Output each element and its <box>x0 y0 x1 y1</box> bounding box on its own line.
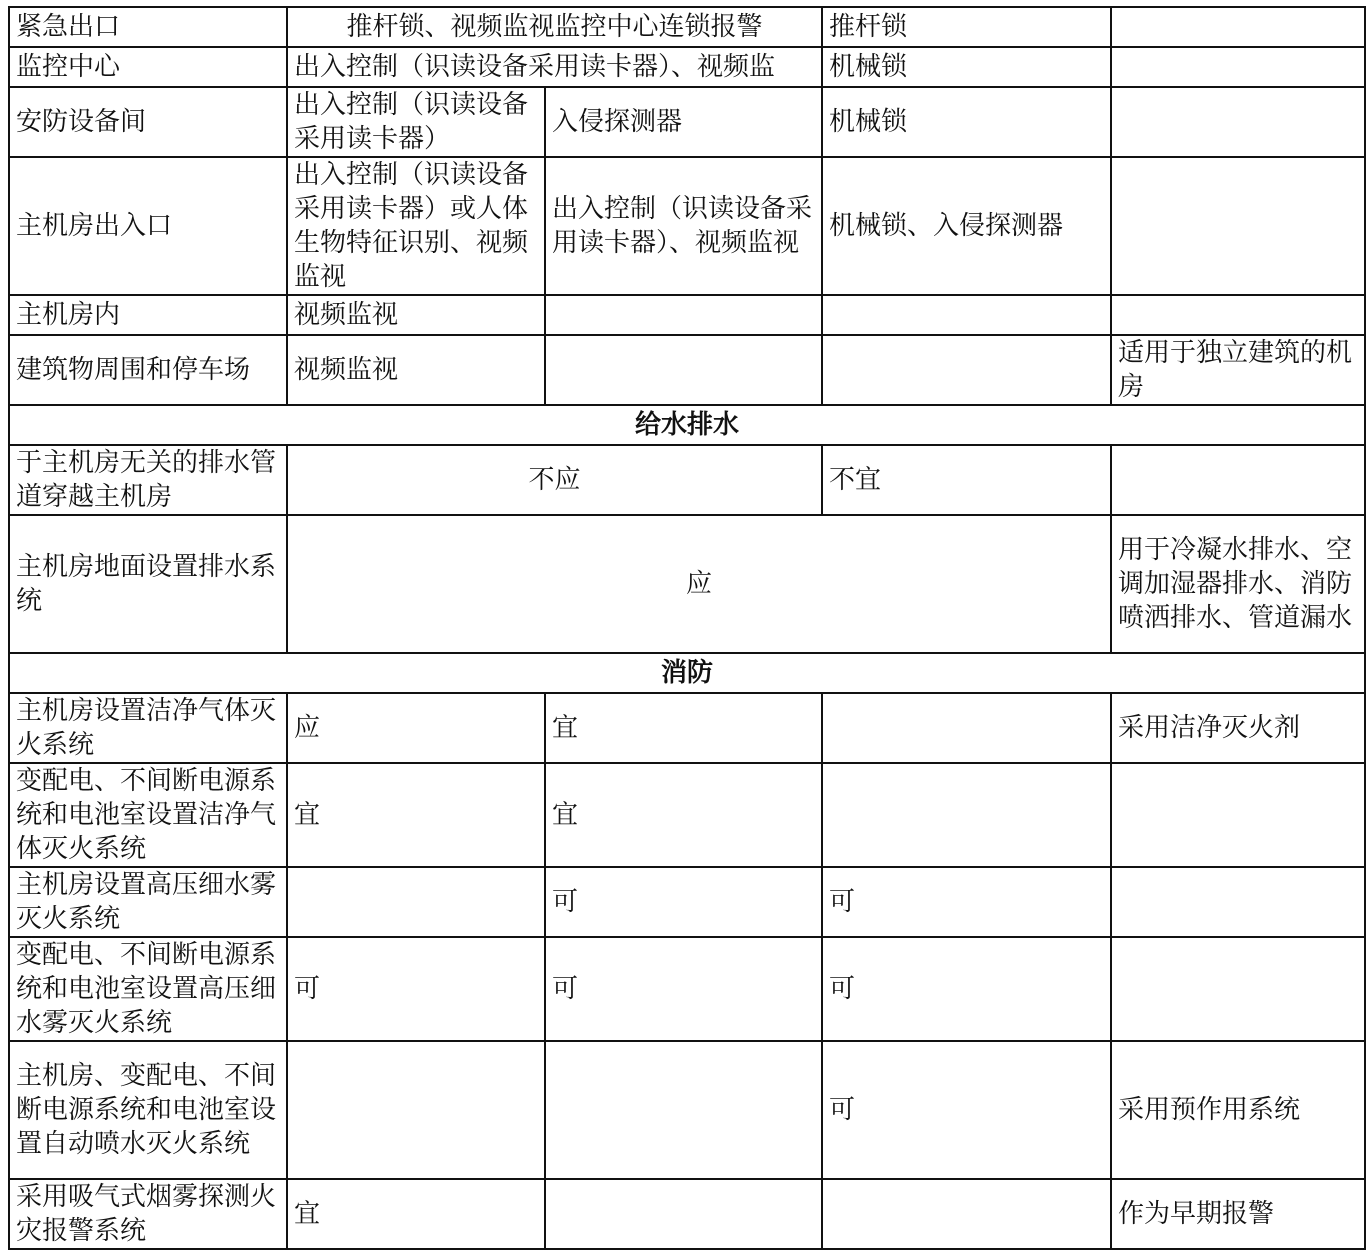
table-row <box>9 157 1365 295</box>
table-cell <box>822 1179 1111 1249</box>
table-cell <box>1111 47 1365 87</box>
table-row <box>9 335 1365 405</box>
table-cell <box>545 1179 822 1249</box>
table-cell: 可 <box>287 937 545 1041</box>
table-row <box>9 295 1365 335</box>
table-cell: 宜 <box>545 693 822 763</box>
table-cell: 采用预作用系统 <box>1111 1041 1365 1179</box>
table-row <box>9 1041 1365 1179</box>
table-cell: 可 <box>545 867 822 937</box>
row-label: 紧急出口 <box>9 7 287 47</box>
row-label: 于主机房无关的排水管道穿越主机房 <box>9 445 287 515</box>
merged-cell: 推杆锁、视频监视监控中心连锁报警 <box>287 7 822 47</box>
row-label: 变配电、不间断电源系统和电池室设置洁净气体灭火系统 <box>9 763 287 867</box>
merged-cell: 应 <box>287 515 1111 653</box>
requirements-table <box>8 6 1366 1250</box>
table-cell <box>1111 7 1365 47</box>
row-label: 主机房、变配电、不间断电源系统和电池室设置自动喷水灭火系统 <box>9 1041 287 1179</box>
row-label: 采用吸气式烟雾探测火灾报警系统 <box>9 1179 287 1249</box>
table-cell <box>822 763 1111 867</box>
table-row <box>9 515 1365 653</box>
table-row <box>9 7 1365 47</box>
table-cell <box>287 867 545 937</box>
table-cell: 可 <box>545 937 822 1041</box>
table-cell <box>822 295 1111 335</box>
row-label: 安防设备间 <box>9 87 287 157</box>
row-label: 变配电、不间断电源系统和电池室设置高压细水雾灭火系统 <box>9 937 287 1041</box>
table-cell: 视频监视 <box>287 295 545 335</box>
table-cell <box>1111 867 1365 937</box>
table-cell: 宜 <box>287 1179 545 1249</box>
table-cell: 用于冷凝水排水、空调加湿器排水、消防喷洒排水、管道漏水 <box>1111 515 1365 653</box>
table-cell <box>1111 937 1365 1041</box>
section-header-row <box>9 405 1365 445</box>
table-row <box>9 937 1365 1041</box>
table-row <box>9 867 1365 937</box>
row-label: 主机房设置洁净气体灭火系统 <box>9 693 287 763</box>
table-cell: 应 <box>287 693 545 763</box>
row-label: 监控中心 <box>9 47 287 87</box>
table-cell: 机械锁 <box>822 47 1111 87</box>
row-label: 主机房设置高压细水雾灭火系统 <box>9 867 287 937</box>
table-cell: 出入控制（识读设备采用读卡器）或人体生物特征识别、视频监视 <box>287 157 545 295</box>
table-cell <box>1111 763 1365 867</box>
table-cell <box>545 335 822 405</box>
table-cell <box>1111 157 1365 295</box>
row-label: 建筑物周围和停车场 <box>9 335 287 405</box>
table-cell <box>545 1041 822 1179</box>
table-cell <box>822 335 1111 405</box>
table-row <box>9 87 1365 157</box>
table-cell <box>1111 295 1365 335</box>
table-cell: 出入控制（识读设备采用读卡器） <box>287 87 545 157</box>
table-cell: 作为早期报警 <box>1111 1179 1365 1249</box>
merged-cell: 出入控制（识读设备采用读卡器）、视频监 <box>287 47 822 87</box>
table-row <box>9 693 1365 763</box>
table-cell: 出入控制（识读设备采用读卡器）、视频监视 <box>545 157 822 295</box>
row-label: 主机房内 <box>9 295 287 335</box>
table-cell: 可 <box>822 1041 1111 1179</box>
table-cell: 可 <box>822 937 1111 1041</box>
table-cell: 采用洁净灭火剂 <box>1111 693 1365 763</box>
table-cell: 宜 <box>287 763 545 867</box>
table-cell: 推杆锁 <box>822 7 1111 47</box>
table-cell: 不宜 <box>822 445 1111 515</box>
table-cell: 视频监视 <box>287 335 545 405</box>
row-label: 主机房地面设置排水系统 <box>9 515 287 653</box>
section-header-row <box>9 653 1365 693</box>
table-cell: 宜 <box>545 763 822 867</box>
table-cell <box>1111 87 1365 157</box>
table-row <box>9 445 1365 515</box>
table-cell <box>822 693 1111 763</box>
table-cell: 机械锁 <box>822 87 1111 157</box>
merged-cell: 不应 <box>287 445 822 515</box>
table-cell: 可 <box>822 867 1111 937</box>
table-row <box>9 47 1365 87</box>
table-cell <box>287 1041 545 1179</box>
table-cell: 适用于独立建筑的机房 <box>1111 335 1365 405</box>
section-title-fire: 消防 <box>9 653 1365 693</box>
table-row <box>9 763 1365 867</box>
table-cell: 入侵探测器 <box>545 87 822 157</box>
table-row <box>9 1179 1365 1249</box>
table-cell <box>1111 445 1365 515</box>
table-cell: 机械锁、入侵探测器 <box>822 157 1111 295</box>
table-cell <box>545 295 822 335</box>
row-label: 主机房出入口 <box>9 157 287 295</box>
section-title-water: 给水排水 <box>9 405 1365 445</box>
